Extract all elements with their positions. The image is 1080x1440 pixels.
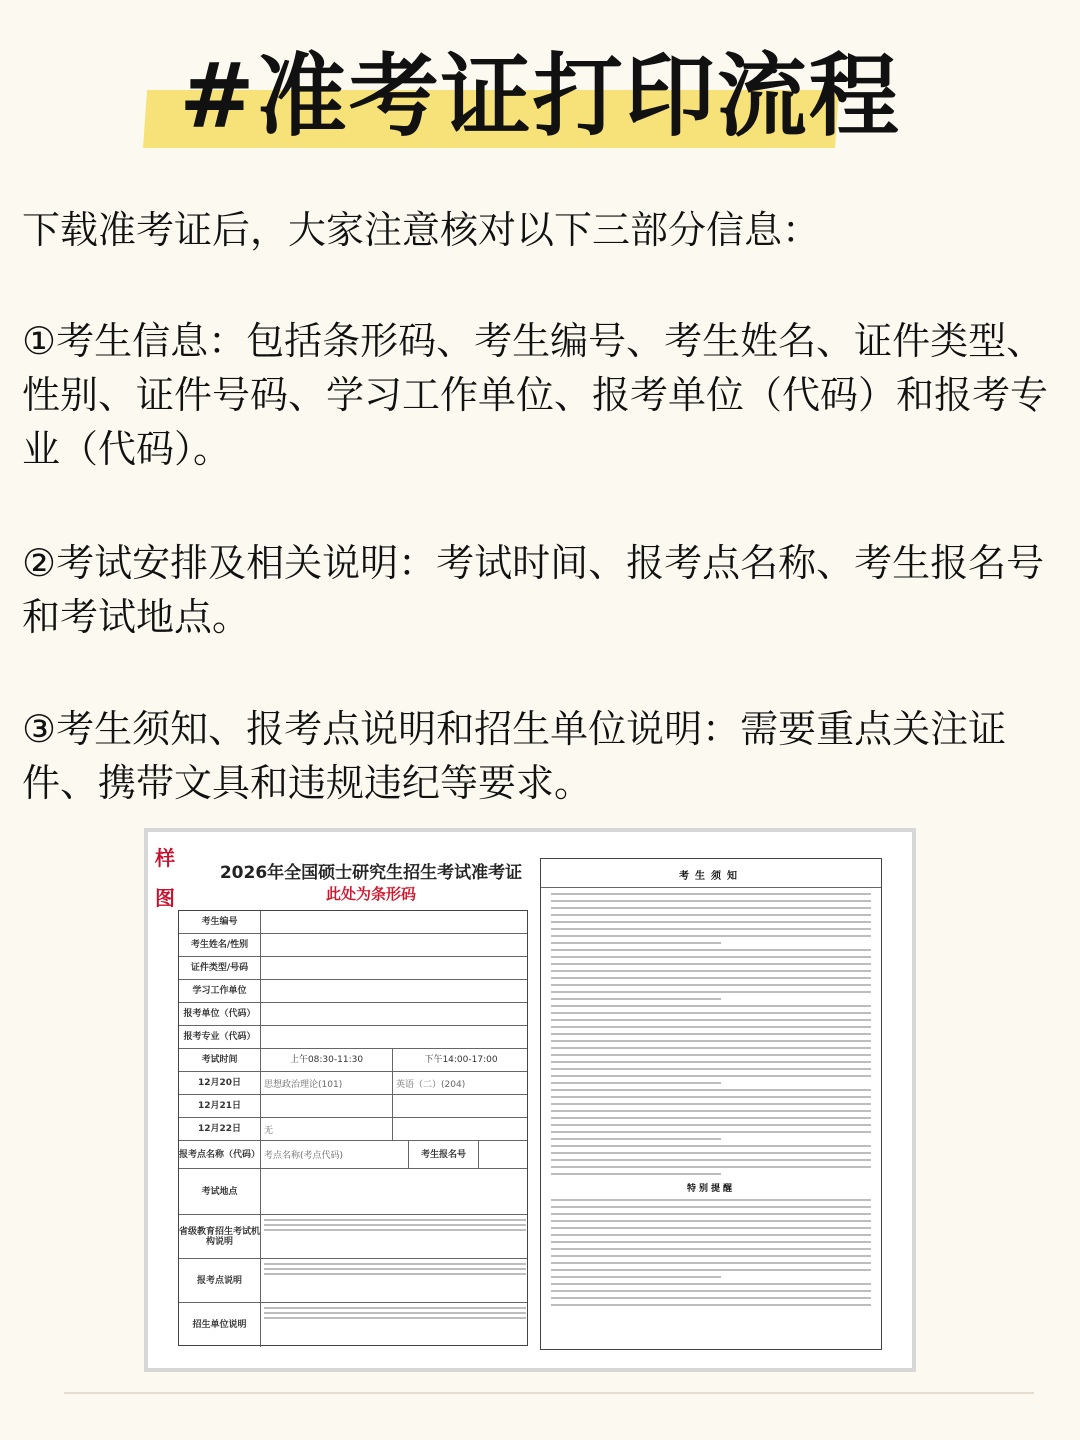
ticket-form (178, 910, 528, 1346)
bottom-divider (64, 1392, 1034, 1394)
table-row (179, 1095, 527, 1118)
day1-afternoon-subject: 英语（二）(204) (396, 1079, 466, 1090)
day2-morning-subject (261, 1095, 393, 1117)
table-row (179, 1118, 527, 1141)
label-apply-unit: 报考单位（代码） (179, 1003, 261, 1025)
table-row (179, 1026, 527, 1049)
label-site-note: 报考点说明 (179, 1259, 261, 1302)
label-exam-place: 考试地点 (179, 1169, 261, 1214)
section-notices: ③考生须知、报考点说明和招生单位说明：需要重点关注证件、携带文具和违规违纪等要求。 (22, 707, 1007, 805)
sample-tag: 样图 (155, 846, 175, 910)
title-area (0, 40, 1080, 160)
label-day2: 12月21日 (179, 1095, 261, 1117)
table-row (179, 957, 527, 980)
section-candidate-info: ①考生信息：包括条形码、考生编号、考生姓名、证件类型、性别、证件号码、学习工作单位、报考单位（代码）和报考专业（代码）。 (22, 319, 1049, 471)
table-row (179, 1003, 527, 1026)
label-school-note: 招生单位说明 (179, 1303, 261, 1347)
day1-morning-subject: 思想政治理论(101) (261, 1072, 393, 1094)
intro-text: 下载准考证后，大家注意核对以下三部分信息： (22, 208, 821, 252)
table-row (179, 934, 527, 957)
label-work-unit: 学习工作单位 (179, 980, 261, 1002)
table-row (179, 1169, 527, 1215)
label-day1: 12月20日 (179, 1072, 261, 1094)
label-day3: 12月22日 (179, 1118, 261, 1140)
day3-morning-subject: 无 (261, 1118, 393, 1140)
provincial-note-text (261, 1215, 529, 1258)
table-row (179, 1049, 527, 1072)
site-note-text (261, 1259, 529, 1302)
morning-session: 上午08:30-11:30 (261, 1049, 393, 1071)
label-apply-major: 报考专业（代码） (179, 1026, 261, 1048)
table-row (179, 1259, 527, 1303)
table-row (179, 1215, 527, 1259)
label-id: 证件类型/号码 (179, 957, 261, 979)
page-title: #准考证打印流程 (179, 44, 901, 149)
label-exam-no: 考生编号 (179, 911, 261, 933)
label-name-gender: 考生姓名/性别 (179, 934, 261, 956)
candidate-notice-panel (540, 858, 882, 1350)
label-site-name: 报考点名称（代码） (179, 1141, 261, 1168)
afternoon-session: 下午14:00-17:00 (424, 1055, 498, 1065)
barcode-placeholder: 此处为条形码 (325, 885, 416, 903)
label-provincial-note: 省级教育招生考试机构说明 (179, 1215, 261, 1258)
table-row (179, 911, 527, 934)
label-exam-time: 考试时间 (179, 1049, 261, 1071)
section-exam-arrangement: ②考试安排及相关说明：考试时间、报考点名称、考生报名号和考试地点。 (22, 541, 1045, 639)
table-row (179, 1303, 527, 1347)
admission-ticket-sample (144, 828, 916, 1372)
school-note-text (261, 1303, 529, 1347)
table-row (179, 980, 527, 1003)
table-row (179, 1141, 527, 1169)
label-reg-no: 考生报名号 (409, 1141, 479, 1168)
notice-title: 考生须知 (541, 859, 881, 888)
site-name-value: 考点名称(考点代码) (261, 1141, 409, 1168)
ticket-title: 2026年全国硕士研究生招生考试准考证 (219, 863, 523, 883)
special-reminder-title: 特别提醒 (686, 1184, 735, 1194)
table-row (179, 1072, 527, 1095)
